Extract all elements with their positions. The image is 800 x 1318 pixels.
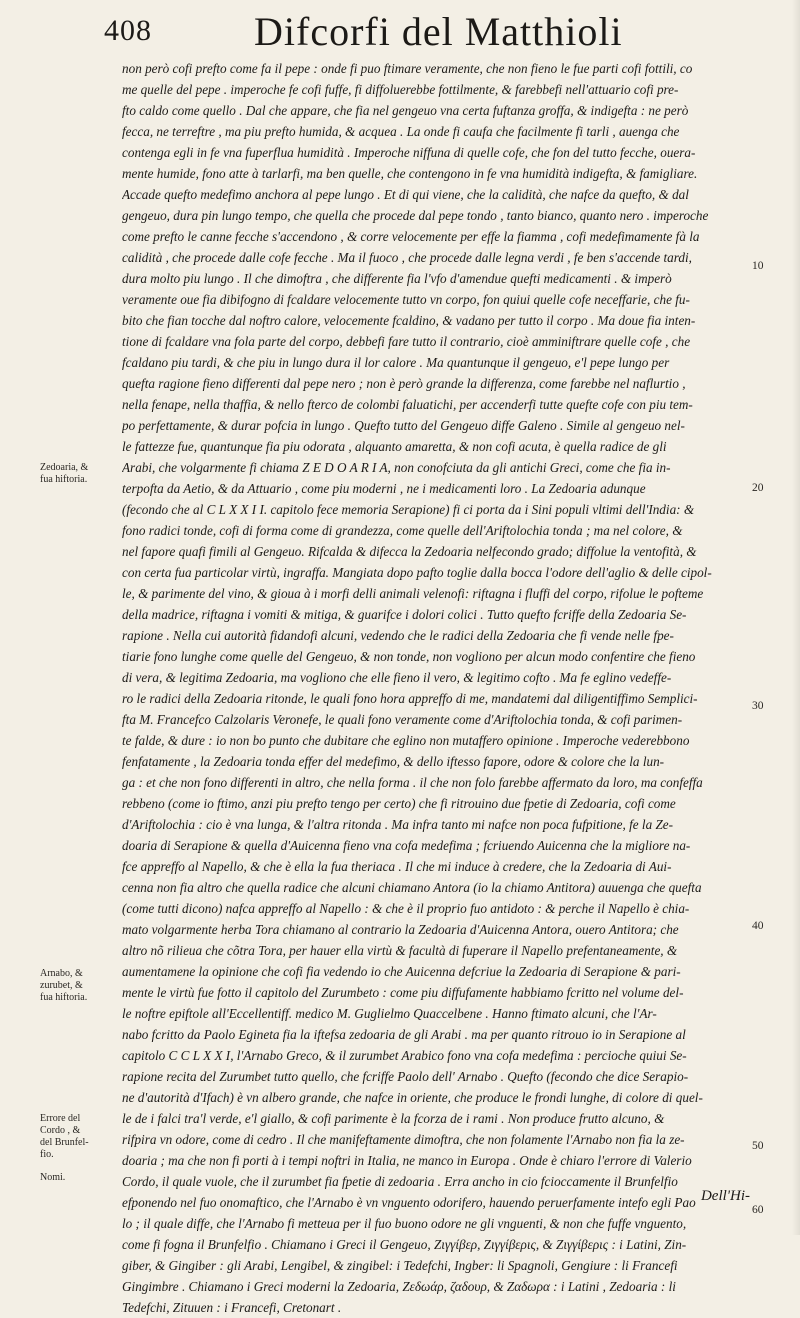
text-line: con certa fua particolar virtù, ingraffa. Mangiata dopo pafto toglie dalla bocca l'odore dell'aglio & delle cipol- (122, 565, 712, 580)
text-line: ne d'autorità d'Ifach) è vn albero grande, che nafce in oriente, che produce le frondi lunghe, di colore di quel- (122, 1090, 703, 1105)
text-line: fcaldano piu tardi, & che piu in lungo dura il lor calore . Ma quantunque il gengeuo, e'l pepe lungo per (122, 355, 670, 370)
text-line: giber, & Gingiber : gli Arabi, Lengibel, & zingibel: i Tedefchi, Ingber: li Spagnoli, Gengiure : li Francefi (122, 1258, 678, 1273)
text-line: (fecondo che al C L X X I I. capitolo fece memoria Serapione) fi ci porta da i Sini populi vltimi dell'India: & (122, 502, 695, 517)
text-line: Cordo, il quale vuole, che il zurumbet fia fpetie di zedoaria . Erra ancho in cio fcioccamente il Brunfelfio (122, 1174, 678, 1189)
catchword: Dell'Hi- (700, 1188, 750, 1204)
text-line: di vera, & legitima Zedoaria, ma vogliono che elle fieno il vero, & legitimo cofto . Ma fe eglino vedeffe- (122, 670, 672, 685)
text-line: fce appreffo al Napello, & che è ella la fua theriaca . Il che mi induce à credere, che la Zedoaria di Aui- (122, 859, 672, 874)
text-line: me quelle del pepe . imperoche fe cofi fuffe, fi diffoluerebbe fottilmente, & farebbefi nell'attuario cofi pre- (122, 82, 679, 97)
text-line: le, & parimente del vino, & gioua à i morfi delli animali velenofi: riftagna i fluffi del corpo, rifolue le pofteme (122, 586, 704, 601)
text-line: mente le virtù fue fotto il capitolo del Zurumbeto : come piu diffufamente habbiamo fcritto nel volume del- (122, 985, 684, 1000)
line-number: 40 (752, 920, 764, 932)
text-line: rapione recita del Zurumbet tutto quello, che fcriffe Paolo dell' Arnabo . Quefto (fecondo che dice Serapio- (122, 1069, 689, 1084)
text-line: come fi fogna il Brunfelfio . Chiamano i Greci il Gengeuo, Ζιγγίβερ, Ζιγγίβερις, & Ζιγγίβερις : i Latini, Zin- (122, 1237, 687, 1252)
text-line: contenga egli in fe vna fuperflua humidità . Imperoche niffuna di quelle cofe, che fon del tutto fecche, ouera- (122, 145, 696, 160)
text-line: dura molto piu lungo . Il che dimoftra , che differente fia l'vfo d'amendue quefti medicamenti . & imperò (122, 271, 672, 286)
text-line: doaria ; ma che non fi porti à i tempi noftri in Italia, ne manco in Europa . Onde è chiaro l'errore di Valerio (122, 1153, 692, 1168)
text-line: fono radici tonde, cofi di forma come di grandezza, come quelle dell'Ariftolochia tonda ; ma nel colore, & (122, 523, 683, 538)
page-number: 408 (104, 14, 152, 47)
text-line: aumentamene la opinione che cofi fia vedendo io che Auicenna defcriue la Zedoaria di Serapione & pari- (122, 964, 681, 979)
text-line: veramente oue fia dibifogno di fcaldare velocemente tutto vn corpo, fon quiui quelle cofe neceffarie, che fu- (122, 292, 690, 307)
text-line: della madrice, riftagna i vomiti & mitiga, & guarifce i dolori colici . Tutto quefto fcriffe della Zedoaria Se- (122, 607, 687, 622)
page-edge-shadow (792, 0, 800, 1235)
text-line: quefta ragione fieno differenti dal pepe nero ; non è però grande la differenza, come farebbe nel naflurtio , (122, 376, 686, 391)
text-line: bito che fian tocche dal noftro calore, velocemente fcaldino, & vadano per tutto il corpo . Ma doue fia inten- (122, 313, 696, 328)
margin-note-errore: Errore del Cordo , & del Brunfel- fio. (40, 1113, 89, 1160)
text-line: le noftre epiftole all'Eccellentiff. medico M. Guglielmo Quaccelbene . Hanno ftimato alcuni, che l'Ar- (122, 1006, 657, 1021)
text-line: po perfettamente, & durar pofcia in lungo . Quefto tutto del Gengeuo diffe Galeno . Simile al gengeuo nel- (122, 418, 685, 433)
text-line: altro nõ rilieua che cõtra Tora, per hauer ella virtù & facultà di fuperare il Napello prefentaneamente, & (122, 943, 678, 958)
text-line: Arabi, che volgarmente fi chiama Z E D O A R I A, non conofciuta da gli antichi Greci, come che fia in- (122, 460, 671, 475)
text-line: (come tutti dicono) nafca appreffo al Napello : & che è il proprio fuo antidoto : & perche il Napello è chia- (122, 901, 690, 916)
margin-note-nomi: Nomi. (40, 1172, 66, 1183)
text-line: gengeuo, dura pin lungo tempo, che quella che procede dal pepe tondo , tanto bianco, quanto nero . imperoche (122, 208, 709, 223)
running-head: Difcorfi del Matthioli (254, 9, 623, 54)
text-line: lo ; il quale diffe, che l'Arnabo fi metteua per il fuo buono odore ne gli vnguenti, & non che fuffe vnguento, (122, 1216, 687, 1231)
page-header (104, 9, 704, 54)
text-line: nel fapore quafi fimili al Gengeuo. Rifcalda & difecca la Zedoaria nelfecondo grado; diffolue la ventofità, & (122, 544, 697, 559)
line-number: 50 (752, 1140, 764, 1152)
text-line: rebbeno (come io ftimo, anzi piu prefto tengo per certo) che fi ritrouino due fpetie di Zedoaria, cofi come (122, 796, 676, 811)
text-line: calidità , che procede dalle cofe fecche . Ma il fuoco , che procede dalle legna verdi , fe ben s'accende tardi, (122, 250, 692, 265)
text-line: Gingimbre . Chiamano i Greci moderni la Zedoaria, Ζεδωάρ, ζαδουρ, & Ζαδωρα : i Latini , Zedoaria : li (122, 1279, 676, 1294)
line-number: 60 (752, 1204, 764, 1216)
text-line: mato volgarmente herba Tora chiamano al contrario la Zedoaria d'Auicenna Antora, ouero Antitora; che (122, 922, 679, 937)
text-line: rapione . Nella cui autorità fidandofi alcuni, vedendo che le radici della Zedoaria che fi vende nelle fpe- (122, 628, 674, 643)
text-line: fecca, ne terreftre , ma piu prefto humida, & acquea . La onde fi caufa che facilmente fi tarli , auenga che (122, 124, 680, 139)
text-line: Tedefchi, Zituuen : i Francefi, Cretonart . (122, 1300, 342, 1315)
text-line: nella fenape, nella thaffia, & nello fterco de colombi faluatichi, per accenderfi tutte quefte cofe con piu tem- (122, 397, 693, 412)
body-text (122, 58, 744, 1318)
text-line: te falde, & dure : io non bo punto che dubitare che eglino non mutaffero opinione . Imperoche vederebbono (122, 733, 690, 748)
text-line: efponendo nel fuo onomaftico, che l'Arnabo è vn vnguento odorifero, hauendo peruerfamente intefo egli Pao (122, 1195, 696, 1210)
text-line: cenna non fia altro che quella radice che alcuni chiamano Antora (io la chiamo Antitora) auuenga che quefta (122, 880, 702, 895)
line-number: 30 (752, 700, 764, 712)
text-line: fto caldo come quello . Dal che appare, che fia nel gengeuo vna certa fuftanza groffa, & indigefta : ne però (122, 103, 689, 118)
text-line: terpofta da Aetio, & da Attuario , come piu moderni , ne i medicamenti loro . La Zedoaria adunque (122, 481, 646, 496)
text-line: le de i falci tra'l verde, e'l giallo, & cofi parimente è la fcorza de i rami . Non produce frutto alcuno, & (122, 1111, 665, 1126)
text-line: doaria di Serapione & quella d'Auicenna fieno vna cofa medefima ; fcriuendo Auicenna che la migliore na- (122, 838, 691, 853)
text-line: fenfatamente , la Zedoaria tonda effer del medefimo, & dello iftesso fapore, odore & colore che la lun- (122, 754, 665, 769)
text-line: tiarie fono lunghe come quelle del Gengeuo, & non tonde, non vogliono per alcun modo confentire che fieno (122, 649, 696, 664)
text-line: d'Ariftolochia : cio è vna lunga, & l'altra ritonda . Ma infra tanto mi nafce non poca fufpitione, fe la Ze- (122, 817, 674, 832)
text-line: ga : et che non fono differenti in altro, che nella forma . il che non folo farebbe affermato da loro, ma confeffa (122, 775, 703, 790)
text-line: non però cofi prefto come fa il pepe : onde fi puo ftimare veramente, che non fieno le fue parti cofi fottili, co (122, 61, 693, 76)
text-line: come prefto le canne fecche s'accendono , & corre velocemente per effe la fiamma , cofi medefimamente fà la (122, 229, 700, 244)
text-line: le fattezze fue, quantunque fia piu odorata , alquanto amaretta, & non cofi acuta, è quella radice de gli (122, 439, 667, 454)
margin-note-arnabo: Arnabo, & zurubet, & fua hiftoria. (40, 968, 88, 1003)
text-line: nabo fcritto da Paolo Egineta fia la iftefsa zedoaria de gli Arabi . ma per quanto ritrouo io in Serapione al (122, 1027, 686, 1042)
text-line: tione di fcaldare vna fola parte del corpo, debbefi fare tutto il contrario, cioè amminiftrare quelle cofe , che (122, 334, 691, 349)
text-line: Accade quefto medefimo anchora al pepe lungo . Et di qui viene, che la calidità, che nafce da quefto, & dal (122, 187, 689, 202)
text-line: rifpira vn odore, come di cedro . Il che manifeftamente dimoftra, che non folamente l'Arnabo non fia la ze- (122, 1132, 685, 1147)
text-line: capitolo C C L X X I, l'Arnabo Greco, & il zurumbet Arabico fono vna cofa medefima : percioche quiui Se- (122, 1048, 687, 1063)
text-line: ro le radici della Zedoaria ritonde, le quali fono hora appreffo di me, mandatemi dal diligentiffimo Semplici- (122, 691, 698, 706)
text-line: fta M. Francefco Calzolaris Veronefe, le quali fono veramente come d'Ariftolochia tonda, & cofi parimen- (122, 712, 683, 727)
margin-note-zedoaria: Zedoaria, & fua hiftoria. (40, 462, 89, 485)
line-number: 10 (752, 260, 764, 272)
line-number: 20 (752, 482, 764, 494)
text-line: mente humide, fono atte à tarlarfi, ma ben quelle, che contengono in fe vna humidità indigefta, & famigliare. (122, 166, 698, 181)
